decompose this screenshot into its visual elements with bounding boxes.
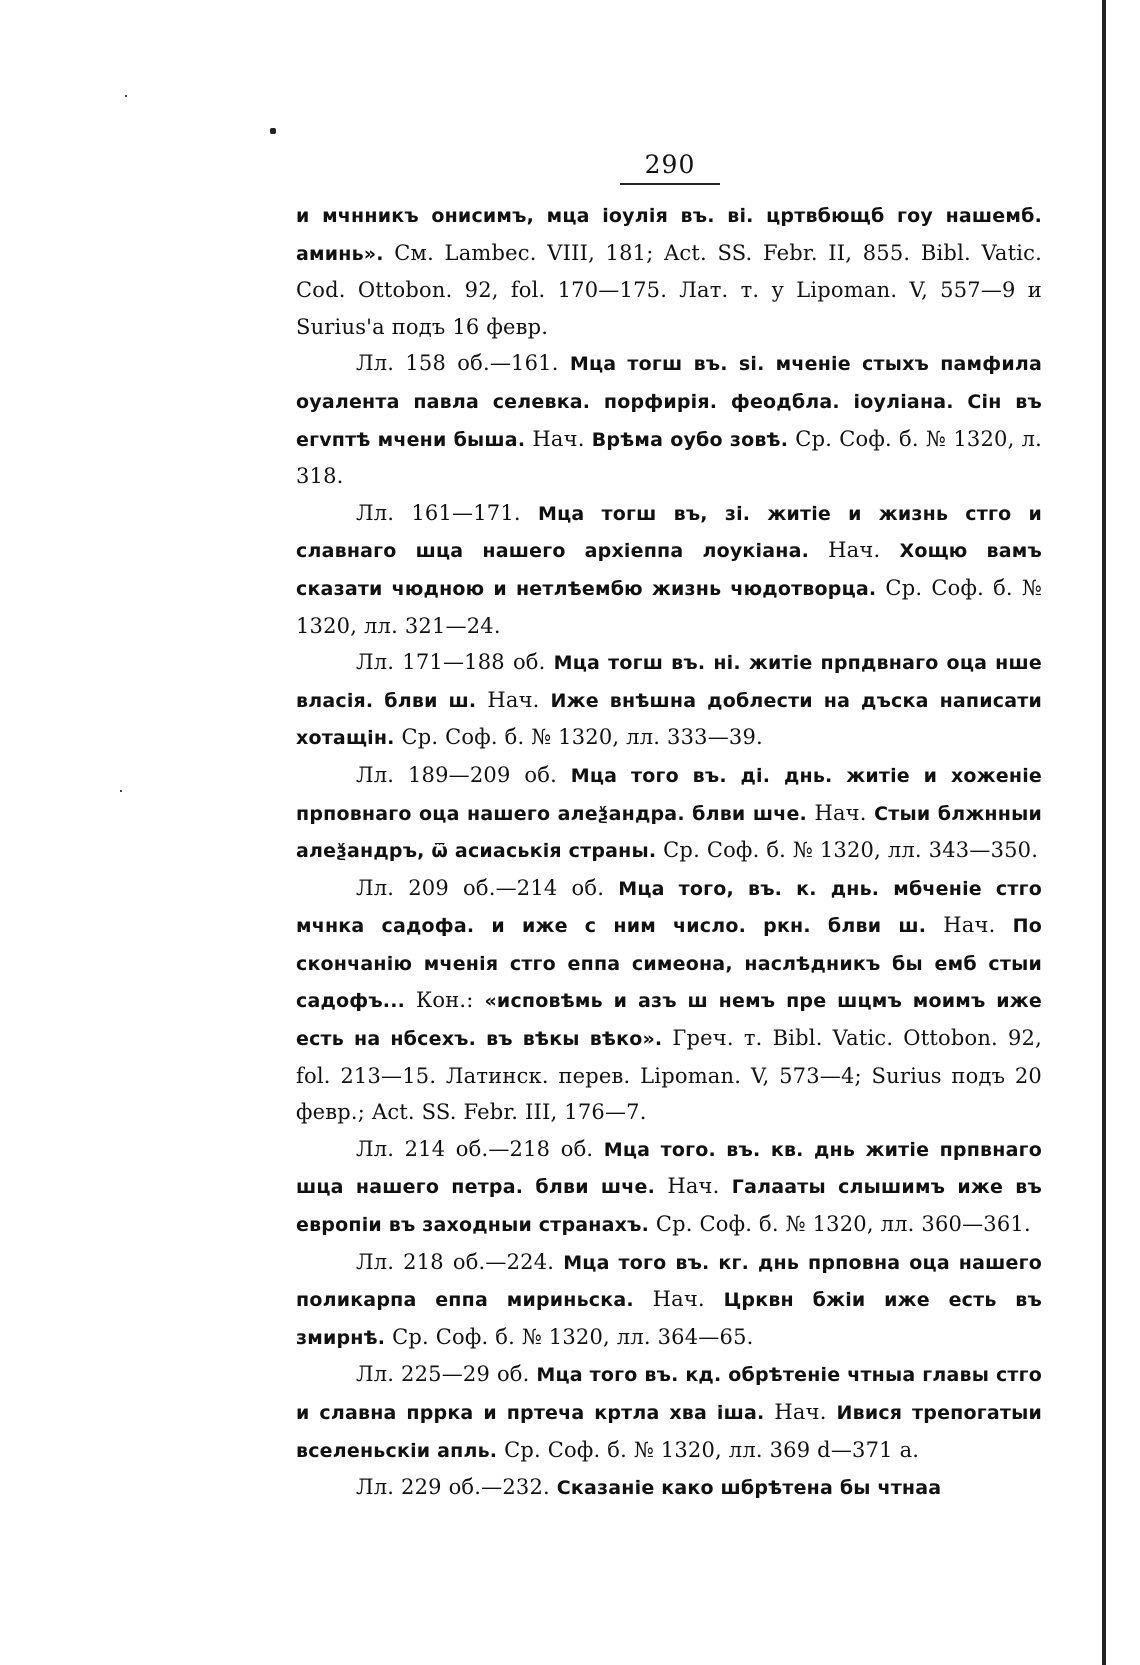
church-slavonic-text: Стыи блжнныи алеѯандръ, ѿ асиаськія страны. [296, 802, 1042, 863]
scan-edge-rule [1102, 0, 1106, 1665]
catalog-entry-paragraph [296, 644, 1042, 757]
church-slavonic-text: Црквн бжіи иже есть въ змирнѣ. [296, 1289, 1043, 1349]
catalog-entry-paragraph [296, 757, 1042, 870]
church-slavonic-text: Иже внѣшна доблести на дъска написати хотащін. [296, 689, 1042, 750]
russian-text: Лл. 171—188 об. [356, 650, 554, 675]
russian-text: Лл. 209 об.—214 об. [356, 875, 619, 900]
russian-text: Нач. [476, 687, 551, 712]
russian-text: Греч. т. Bibl. Vatic. Ottobon. 92, fol. 213—15. Латинск. перев. Lipoman. V, 573—4; Surius подъ 20 февр.; Act. SS. Febr. III, 176—7. [296, 1026, 1042, 1125]
church-slavonic-text: Мца тогш въ. ні. житіе прпдвнаго оца нше власія. блви ш. [296, 652, 1042, 712]
russian-text: Ср. Соф. б. № 1320, л. 318. [296, 426, 1042, 489]
catalog-entry-paragraph [296, 870, 1042, 1131]
church-slavonic-text: По скончанію мченія стго еппа симеона, наслѣдникъ бы емб стыи садофъ... [296, 915, 1042, 1013]
catalog-entry-paragraph [296, 1131, 1042, 1244]
catalog-entry-paragraph [296, 345, 1042, 494]
catalog-entry-paragraph [296, 1469, 1042, 1507]
russian-text: Нач. [764, 1400, 837, 1424]
russian-text: Ср. Соф. б. № 1320, лл. 364—65. [385, 1324, 754, 1349]
church-slavonic-text: «исповѣмь и азъ ш немъ пре шцмъ моимъ иже есть на нбсехъ. въ вѣкы вѣко». [296, 990, 1042, 1051]
russian-text: Лл. 214 об.—218 об. [356, 1136, 604, 1161]
russian-text: Лл. 161—171. [356, 500, 538, 525]
church-slavonic-text: Мца тогш въ. ѕі. мченіе стыхъ памфила оуалента павла селевка. порфирія. феодбла. іоуліана. Сін въ егvптѣ мчени быша. [296, 353, 1042, 451]
russian-text: Ср. Соф. б. № 1320, лл. 321—24. [296, 575, 1042, 638]
russian-text: Ср. Соф. б. № 1320, лл. 343—350. [656, 838, 1039, 863]
russian-text: Ср. Соф. б. № 1320, лл. 333—39. [394, 725, 763, 750]
church-slavonic-text: Галааты слышимъ иже въ европіи въ заходныи странахъ. [296, 1176, 1042, 1237]
russian-text: Лл. 189—209 об. [356, 762, 571, 787]
church-slavonic-text: Хощю вамъ сказати чюдною и нетлѣембю жизнь чюдотворца. [296, 540, 1043, 600]
catalog-entry-paragraph [296, 495, 1042, 644]
catalog-entry-paragraph [296, 197, 1042, 345]
russian-text: Нач. [525, 426, 592, 451]
russian-text: Лл. 225—29 об. [356, 1362, 537, 1387]
document-body [296, 197, 1042, 1507]
church-slavonic-text: Мца того. въ. кв. днь житіе прпвнаго шца нашего петра. блви шче. [296, 1138, 1042, 1199]
russian-text: Ср. Соф. б. № 1320, лл. 369 d—371 а. [497, 1437, 920, 1462]
russian-text: Нач. [926, 913, 1013, 938]
catalog-entry-paragraph [296, 1244, 1042, 1357]
church-slavonic-text: и мчнникъ онисимъ, мца іоулія въ. ві. цртвбющб гоу нашемб. аминь». [296, 205, 1042, 265]
church-slavonic-text: Мца того въ. кд. обрѣтеніе чтныа главы стго и славна пррка и пртеча кртла хва ішa. [296, 1364, 1042, 1424]
scan-speck [120, 790, 122, 792]
russian-text: Кон.: [405, 988, 485, 1013]
scan-speck [125, 95, 127, 97]
scan-speck-mark [270, 128, 276, 134]
church-slavonic-text: Мца того въ. кг. днь прповна оца нашего поликарпа еппа мириньска. [296, 1251, 1042, 1312]
russian-text: Лл. 229 об.—232. [356, 1475, 557, 1500]
church-slavonic-text: Мца того въ. ді. днь. житіе и хоженіе прповнаго оца нашего алеѯандра. блви шче. [296, 764, 1042, 825]
catalog-entry-paragraph [296, 1356, 1042, 1469]
page-number: 290 [620, 150, 720, 185]
russian-text: Нач. [655, 1174, 732, 1199]
church-slavonic-text: Врѣма оубо зовѣ. [591, 428, 789, 451]
church-slavonic-text: Сказаніе како шбрѣтена бы чтнаа [556, 1477, 942, 1500]
russian-text: Ср. Соф. б. № 1320, лл. 360—361. [649, 1212, 1031, 1237]
russian-text: Лл. 218 об.—224. [356, 1249, 564, 1274]
russian-text: Лл. 158 об.—161. [356, 351, 570, 376]
russian-text: Нач. [633, 1287, 724, 1312]
church-slavonic-text: Мца того, въ. к. днь. мбченіе стго мчнка садофа. и иже с ним число. ркн. блви ш. [296, 877, 1042, 938]
russian-text: Нач. [809, 538, 900, 563]
russian-text: Нач. [806, 800, 875, 825]
church-slavonic-text: Мца тогш въ, зі. житіе и жизнь стго и славнаго шца нашего архіеппа лоукіана. [296, 502, 1042, 563]
church-slavonic-text: Ивися трепогатыи вселеньскіи апль. [296, 1402, 1042, 1462]
russian-text: См. Lambec. VIII, 181; Act. SS. Febr. II, 855. Bibl. Vatic. Cod. Ottobon. 92, fol. 170—175. Лат. т. у Lipoman. V, 557—9 и Surius'а подъ 16 февр. [296, 240, 1042, 339]
